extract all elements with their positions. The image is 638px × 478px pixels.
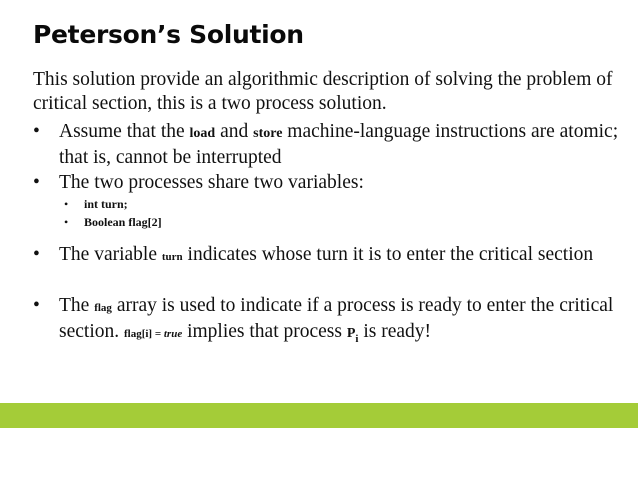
code-true: true — [163, 328, 183, 340]
process-p: P — [346, 326, 356, 341]
bullet-text: The variable turn indicates whose turn it is to enter the critical section — [59, 244, 594, 265]
intro-paragraph: This solution provide an algorithmic description of solving the problem of critical section, this is a two process solution. — [33, 69, 613, 114]
sub-bullet-dot: • — [64, 197, 69, 211]
bullet-text: The two processes share two variables: — [59, 172, 364, 193]
code-flag: flag — [94, 302, 112, 314]
bullet-dot: • — [33, 121, 40, 142]
bullet-flag-array — [33, 294, 623, 351]
sub-bullet-flag — [64, 214, 162, 230]
code-store: store — [253, 126, 283, 141]
bullet-dot: • — [33, 295, 40, 316]
bullet-text: Assume that the load and store machine-language instructions are atomic; that is, cannot be interrupted — [59, 121, 619, 168]
sub-bullet-dot: • — [64, 215, 69, 229]
bullet-dot: • — [33, 244, 40, 265]
code-flag-i: flag[i] = — [123, 328, 164, 340]
code-turn: turn — [161, 251, 183, 263]
sub-bullet-turn — [64, 196, 128, 212]
sub-bullet-text: Boolean flag[2] — [84, 215, 162, 229]
page-title: Peterson’s Solution — [33, 20, 304, 49]
bullet-load-store — [33, 120, 623, 170]
code-load: load — [189, 126, 216, 141]
bullet-shared-variables — [33, 171, 623, 195]
bullet-dot: • — [33, 172, 40, 193]
sub-bullet-text: int turn; — [84, 197, 128, 211]
process-subscript: i — [355, 332, 359, 345]
footer-band — [0, 403, 638, 428]
bullet-text: The flag array is used to indicate if a process is ready to enter the critical section. flag[i] = true implies that process $P_i$ is ready! — [59, 295, 614, 345]
bullet-turn-variable — [33, 243, 623, 269]
